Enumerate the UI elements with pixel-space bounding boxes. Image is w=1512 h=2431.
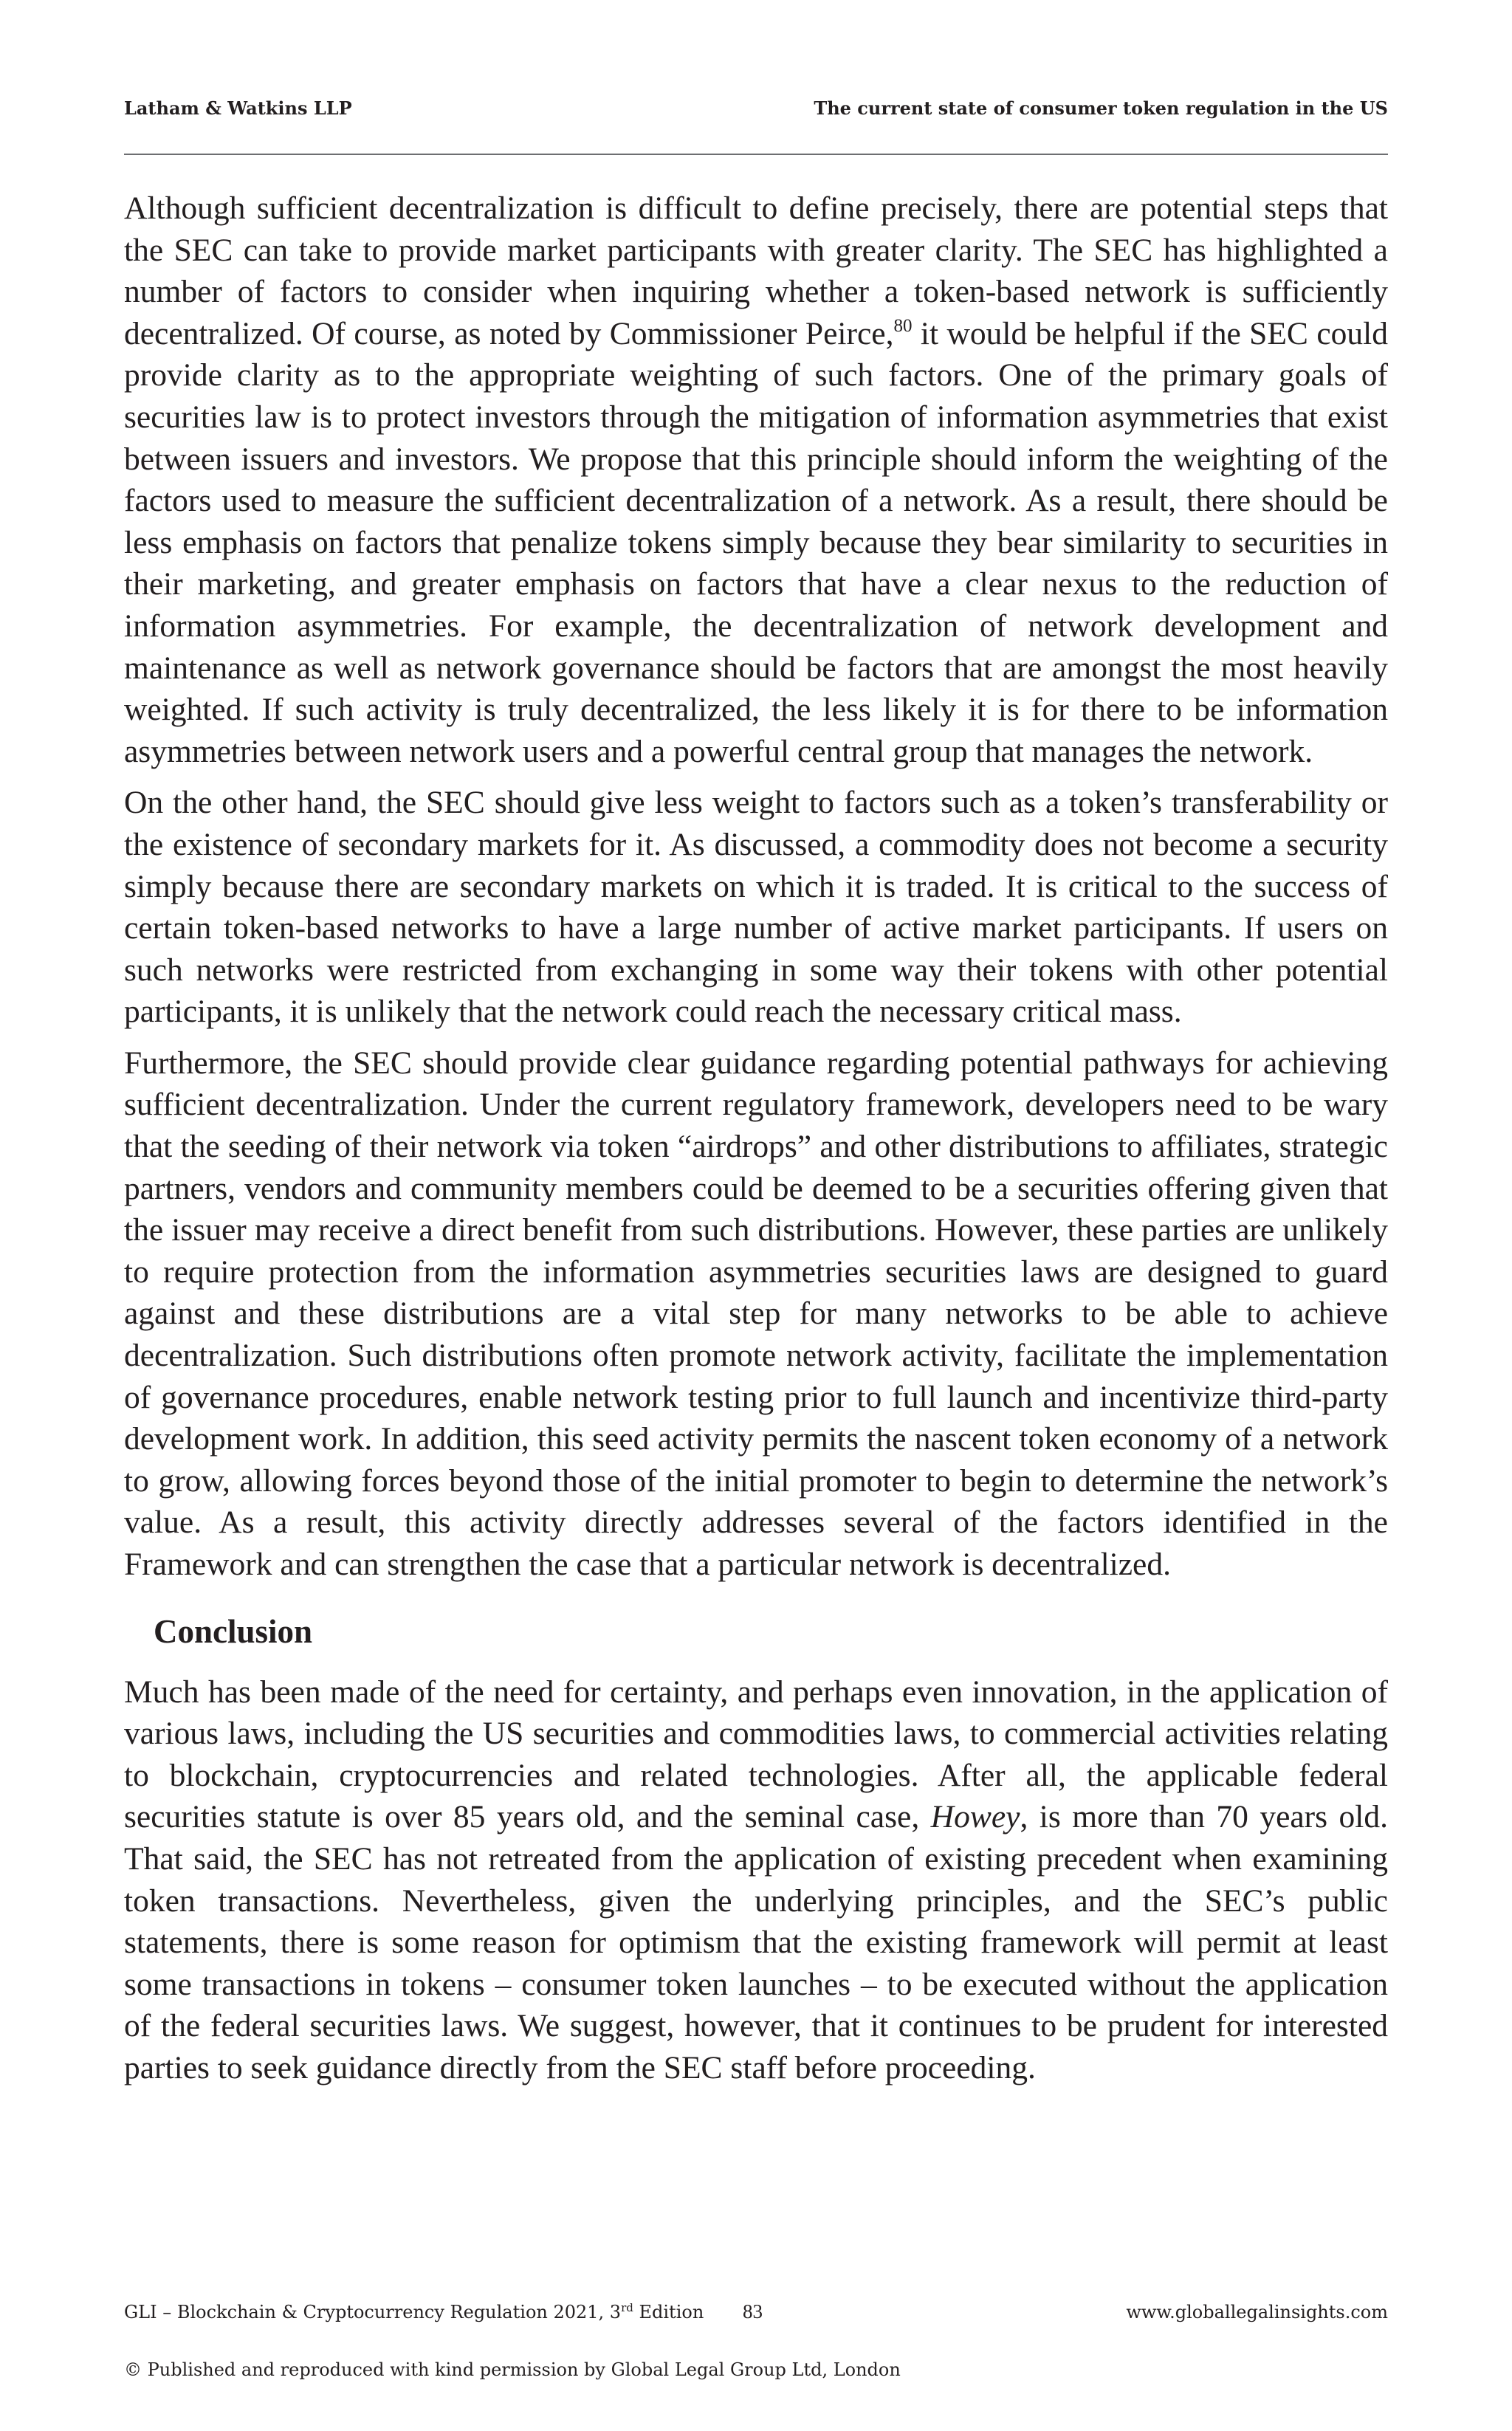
case-name: Howey bbox=[930, 1799, 1020, 1835]
website-link[interactable]: www.globallegalinsights.com bbox=[1126, 2302, 1388, 2322]
paragraph-text: Although sufficient decentralization is difficult to define precisely, there are potential steps that the SEC can take to provide market participants with greater clarity. The SEC has highlighted a number of factors to consider when inquiring whether a token-based network is sufficiently decentralized. Of course, as noted by Commissioner Peirce, bbox=[124, 190, 1388, 351]
edition-ordinal: rd bbox=[621, 2301, 633, 2314]
footer-publication bbox=[124, 2302, 704, 2322]
paragraph-transferability: On the other hand, the SEC should give less weight to factors such as a token’s transferability or the existence of secondary markets for it. As discussed, a commodity does not become a security simply because there are secondary markets on which it is traded. It is critical to the success of certain token-based networks to have a large number of active market participants. If users on such networks were restricted from exchanging in some way their tokens with other potential participants, it is unlikely that the network could reach the necessary critical mass. bbox=[124, 785, 1388, 1030]
header-chapter-title: The current state of consumer token regulation in the US bbox=[814, 97, 1388, 119]
paragraph-text: it would be helpful if the SEC could provide clarity as to the appropriate weighting of such factors. One of the primary goals of securities law is to protect investors through the mitigation of information asymmetries that exist between issuers and investors. We propose that this principle should inform the weighting of the factors used to measure the sufficient decentralization of a network. As a result, there should be less emphasis on factors that penalize tokens simply because they bear similarity to securities in their marketing, and greater emphasis on factors that have a clear nexus to the reduction of information asymmetries. For example, the decentralization of network development and maintenance as well as network governance should be factors that are amongst the most heavily weighted. If such activity is truly decentralized, the less likely it is for there to be information asymmetries between network users and a powerful central group that manages the network. bbox=[124, 315, 1388, 769]
paragraph-text: Much has been made of the need for certainty, and perhaps even innovation, in the application of various laws, including the US securities and commodities laws, to commercial activities relating to blockchain, cryptocurrencies and related technologies. After all, the applicable federal securities statute is over 85 years old, and the seminal case, bbox=[124, 1674, 1388, 1835]
article-body bbox=[124, 188, 1388, 2099]
page-number: 83 bbox=[743, 2300, 763, 2322]
footnote-reference: 80 bbox=[893, 315, 913, 336]
paragraph-guidance-pathways: Furthermore, the SEC should provide clear guidance regarding potential pathways for achieving sufficient decentralization. Under the current regulatory framework, developers need to be wary that the seeding of their network via token “airdrops” and other distributions to affiliates, strategic partners, vendors and community members could be deemed to be a securities offering given that the issuer may receive a direct benefit from such distributions. However, these parties are unlikely to require protection from the information asymmetries securities laws are designed to guard against and these distributions are a vital step for many networks to be able to achieve decentralization. Such distributions often promote network activity, facilitate the implementation of governance procedures, enable network testing prior to full launch and incentivize third-party development work. In addition, this seed activity permits the nascent token economy of a network to grow, allowing forces beyond those of the initial promoter to begin to determine the network’s value. As a result, this activity directly addresses several of the factors identified in the Framework and can strengthen the case that a particular network is decentralized. bbox=[124, 1045, 1388, 1582]
paragraph-decentralization-steps bbox=[124, 188, 1388, 772]
page-footer bbox=[124, 2302, 1388, 2331]
section-heading-conclusion: Conclusion bbox=[154, 1612, 313, 1650]
publication-title: GLI – Blockchain & Cryptocurrency Regulation 2021, 3 bbox=[124, 2302, 622, 2322]
running-header bbox=[124, 97, 1388, 127]
paragraph-conclusion bbox=[124, 1671, 1388, 2089]
header-divider bbox=[124, 154, 1388, 155]
paragraph-text: , is more than 70 years old. That said, the SEC has not retreated from the application of existing precedent when examining token transactions. Nevertheless, given the underlying principles, and the SEC’s public statements, there is some reason for optimism that the existing framework will permit at least some transactions in tokens – consumer token launches – to be executed without the application of the federal securities laws. We suggest, however, that it continues to be prudent for interested parties to seek guidance directly from the SEC staff before proceeding. bbox=[124, 1799, 1388, 2086]
copyright-notice: © Published and reproduced with kind permission by Global Legal Group Ltd, London bbox=[124, 2359, 901, 2380]
edition-label: Edition bbox=[633, 2302, 704, 2322]
header-firm-name: Latham & Watkins LLP bbox=[124, 97, 352, 119]
